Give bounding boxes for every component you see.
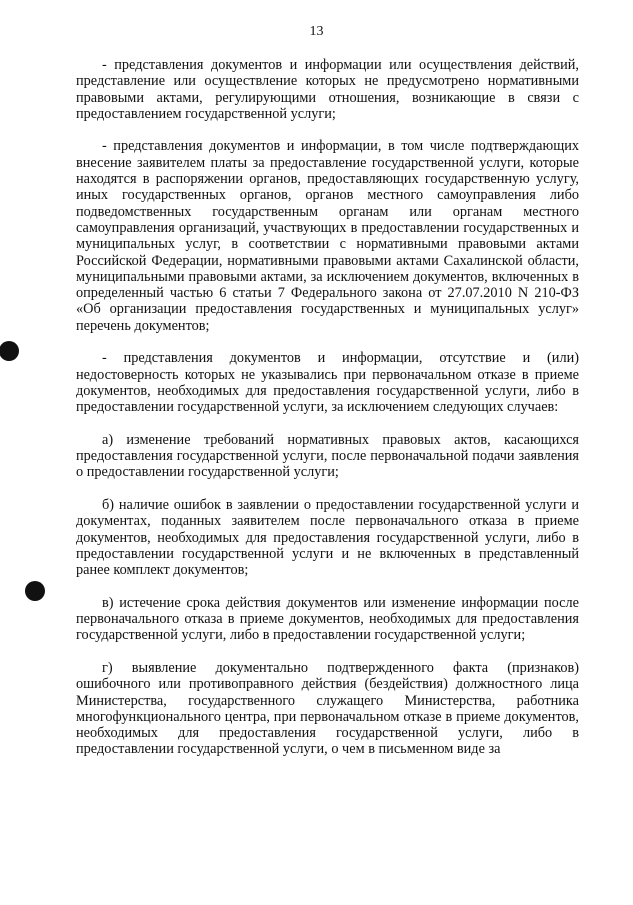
- page-number: 13: [309, 24, 324, 39]
- paragraph-case-b: б) наличие ошибок в заявлении о предоставлении государственной услуги и документах, поданных заявителем после первоначального отказа в приеме документов, необходимых для предоставления государственной услуги, либо в предоставлении государственной услуги и не включенных в представленный ранее комплект документов;: [76, 497, 579, 579]
- paragraph-case-c: в) истечение срока действия документов или изменение информации после первоначального отказа в приеме документов, необходимых для предоставления государственной услуги, либо в предоставлении государственной услуги;: [76, 594, 579, 644]
- punch-hole-mark: [25, 581, 45, 601]
- document-body: [76, 57, 579, 758]
- paragraph-documents-in-possession: - представления документов и информации, в том числе подтверждающих внесение заявителем платы за предоставление государственной услуги, которые находятся в распоряжении органов, предоставляющих государственную услугу, иных государственных органов, органов местного самоуправления либо подведомственных государственным органам или органам местного самоуправления организаций, участвующих в предоставлении государственных и муниципальных услуг, в соответствии с нормативными правовыми актами Российской Федерации, нормативными правовыми актами Сахалинской области, муниципальными правовыми актами, за исключением документов, включенных в определенный частью 6 статьи 7 Федерального закона от 27.07.2010 N 210-ФЗ «Об организации предоставления государственных и муниципальных услуг» перечень документов;: [76, 138, 579, 334]
- paragraph-documents-not-indicated: - представления документов и информации, отсутствие и (или) недостоверность которых не указывались при первоначальном отказе в приеме документов, необходимых для предоставления государственной услуги, либо в предоставлении государственной услуги, за исключением следующих случаев:: [76, 350, 579, 416]
- paragraph-case-d: г) выявление документально подтвержденного факта (признаков) ошибочного или противоправного действия (бездействия) должностного лица Министерства, государственного служащего Министерства, работника многофункционального центра, при первоначальном отказе в приеме документов, необходимых для предоставления государственной услуги, либо в предоставлении государственной услуги, о чем в письменном виде за: [76, 659, 579, 758]
- paragraph-documents-not-required: - представления документов и информации или осуществления действий, представление или осуществление которых не предусмотрено нормативными правовыми актами, регулирующими отношения, возникающие в связи с предоставлением государственной услуги;: [76, 57, 579, 122]
- punch-hole-mark: [0, 341, 19, 361]
- paragraph-case-a: а) изменение требований нормативных правовых актов, касающихся предоставления государственной услуги, после первоначальной подачи заявления о предоставлении государственной услуги;: [76, 431, 579, 481]
